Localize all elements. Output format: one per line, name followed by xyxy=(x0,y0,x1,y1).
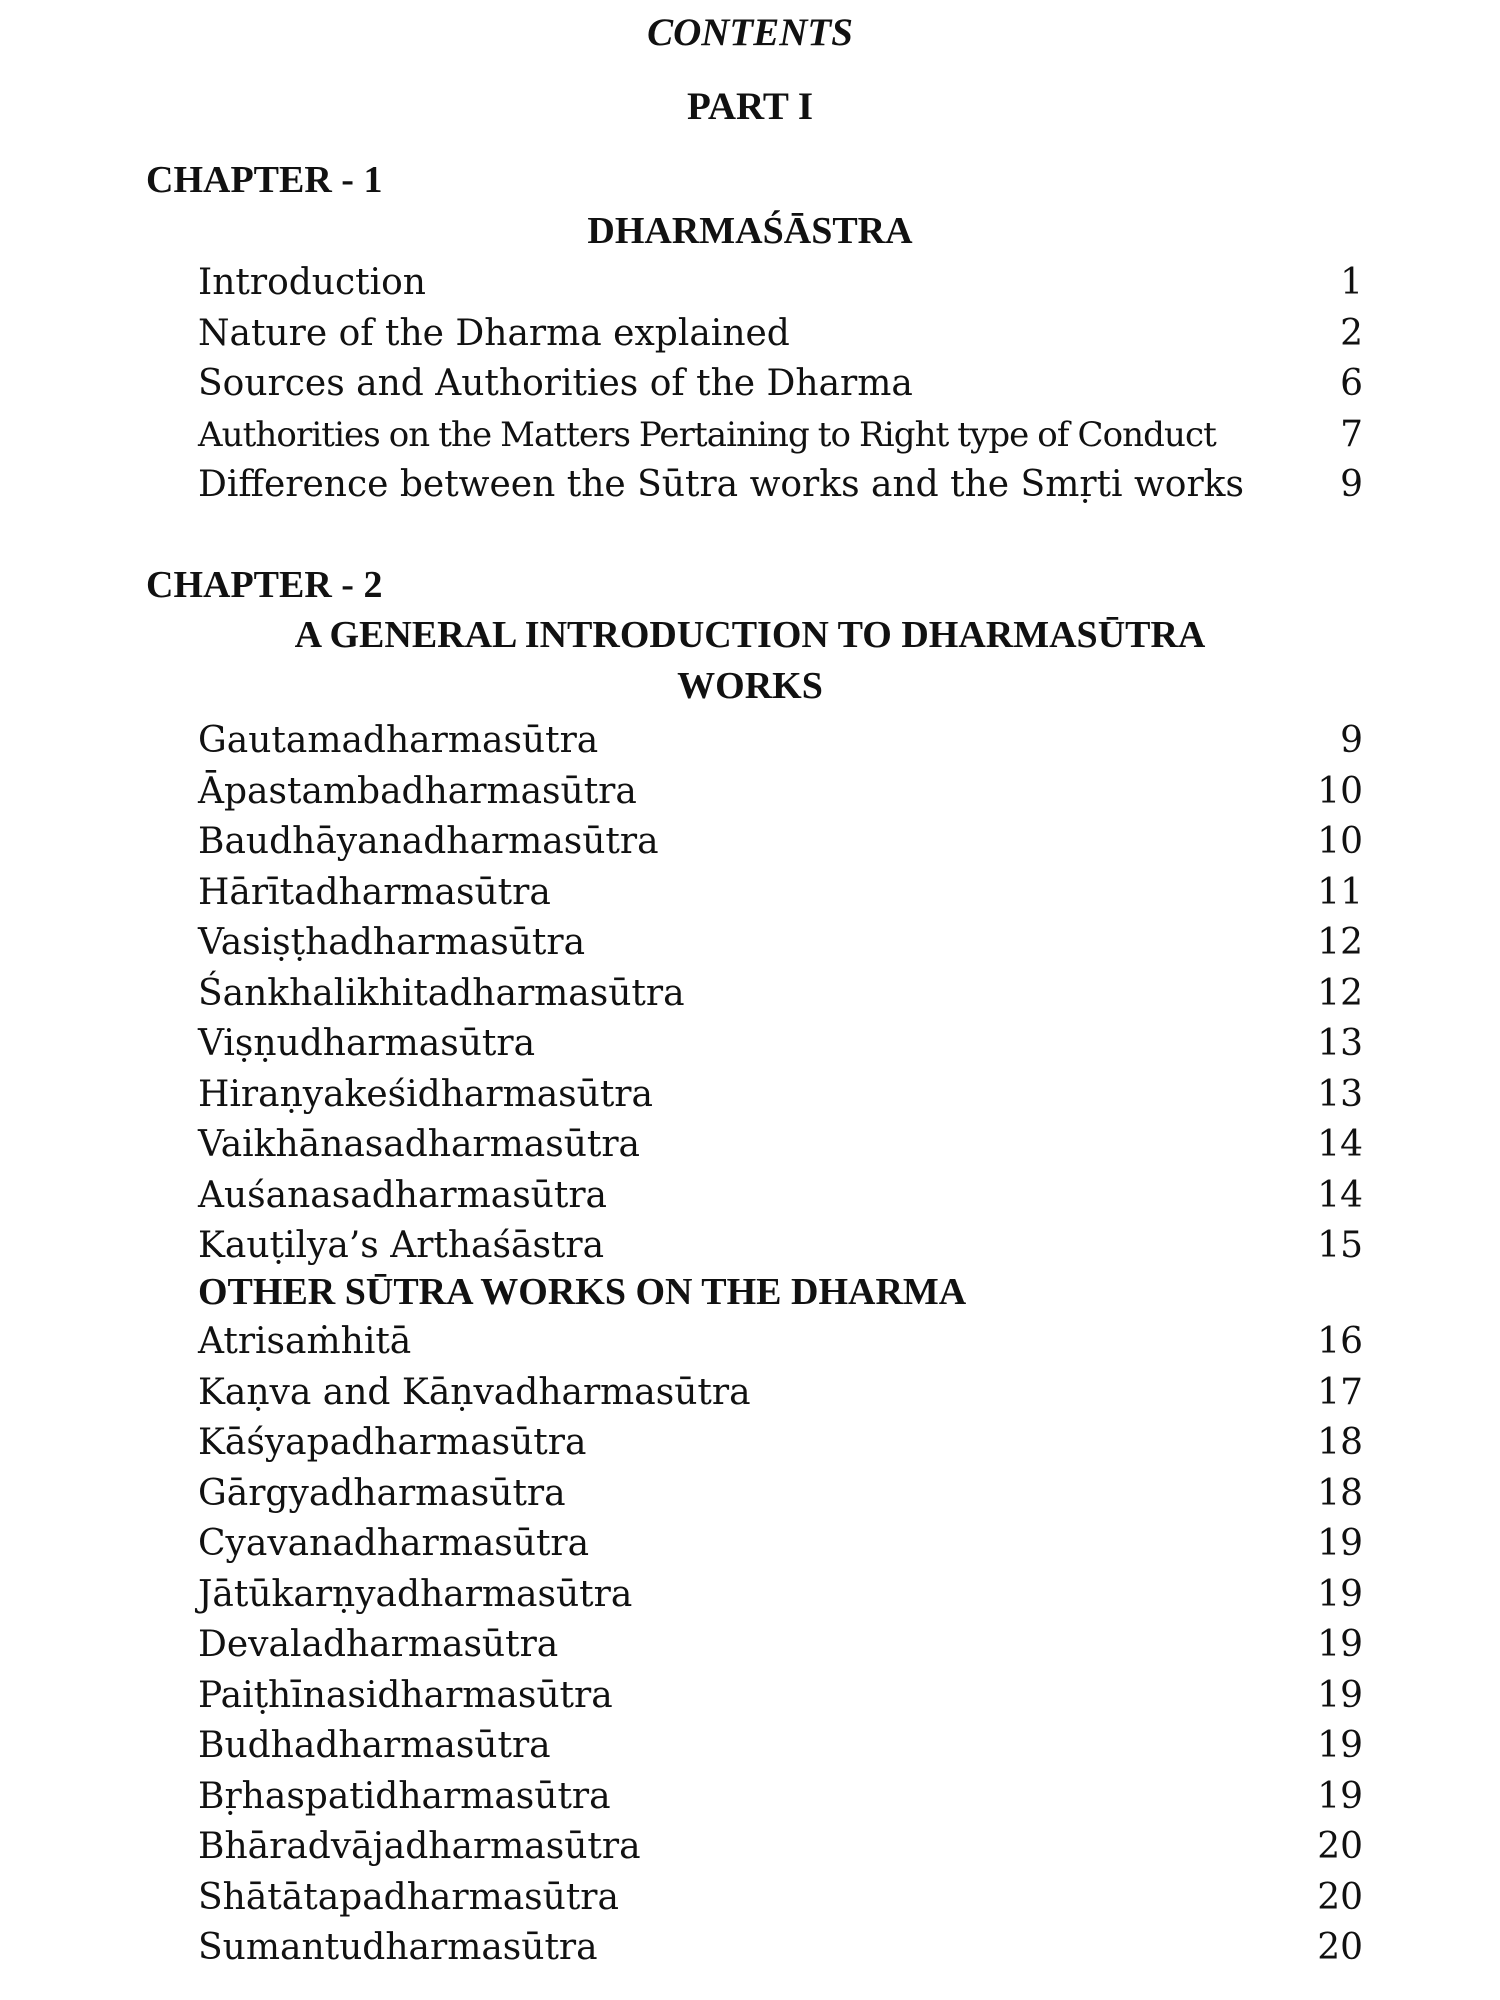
entry-page: 9 xyxy=(1340,720,1363,761)
toc-entry[interactable] xyxy=(198,716,1363,767)
entry-title: Gautamadharmasūtra xyxy=(198,720,599,761)
entry-page: 18 xyxy=(1317,1472,1363,1514)
toc-entry[interactable] xyxy=(198,1070,1363,1121)
entry-title: Vasiṣṭhadharmasūtra xyxy=(198,922,586,963)
chapter-2-heading-line-2: WORKS xyxy=(677,665,823,707)
toc-entry[interactable] xyxy=(198,1171,1363,1222)
entry-title: Śankhalikhitadharmasūtra xyxy=(198,972,685,1014)
other-sutra-entries xyxy=(198,1317,1363,1974)
entry-title: Vaikhānasadharmasūtra xyxy=(198,1124,641,1165)
toc-entry[interactable] xyxy=(198,969,1363,1020)
toc-entry[interactable] xyxy=(198,1317,1363,1368)
toc-entry[interactable] xyxy=(198,1671,1363,1722)
entry-page: 20 xyxy=(1317,1876,1363,1918)
entry-page: 20 xyxy=(1317,1826,1363,1867)
toc-entry[interactable] xyxy=(198,918,1363,969)
entry-title: Authorities on the Matters Pertaining to Right type of Conduct xyxy=(198,414,1216,455)
entry-title: Viṣṇudharmasūtra xyxy=(198,1023,536,1064)
entry-title: Kaṇva and Kāṇvadharmasūtra xyxy=(198,1371,751,1413)
entry-page: 17 xyxy=(1317,1371,1363,1413)
entry-title: Paiṭhīnasidharmasūtra xyxy=(198,1674,613,1716)
chapter-2-label: CHAPTER - 2 xyxy=(146,564,383,606)
chapter-1-heading: DHARMAŚĀSTRA xyxy=(587,210,913,252)
entry-title: Cyavanadharmasūtra xyxy=(198,1523,590,1564)
entry-title: Atrisaṁhitā xyxy=(198,1321,412,1362)
entry-page: 10 xyxy=(1317,770,1363,812)
entry-title: Hiraṇyakeśidharmasūtra xyxy=(198,1073,653,1115)
entry-page: 9 xyxy=(1340,464,1363,505)
entry-page: 1 xyxy=(1340,262,1363,303)
entry-page: 13 xyxy=(1317,1023,1363,1064)
toc-entry[interactable] xyxy=(198,1120,1363,1171)
entry-page: 19 xyxy=(1317,1674,1363,1716)
entry-title: Bṛhaspatidharmasūtra xyxy=(198,1775,611,1817)
entry-page: 18 xyxy=(1317,1422,1363,1463)
entry-page: 19 xyxy=(1317,1775,1363,1817)
toc-entry[interactable] xyxy=(198,1019,1363,1070)
entry-title: Jātūkarṇyadharmasūtra xyxy=(198,1573,633,1615)
entry-page: 2 xyxy=(1340,312,1363,354)
entry-page: 19 xyxy=(1317,1725,1363,1766)
entry-title: Gārgyadharmasūtra xyxy=(198,1472,566,1514)
entry-page: 13 xyxy=(1317,1073,1363,1115)
entry-title: Āpastambadharmasūtra xyxy=(198,770,637,812)
entry-page: 20 xyxy=(1317,1927,1363,1968)
entry-title: Baudhāyanadharmasūtra xyxy=(198,821,659,862)
chapter-2-entries xyxy=(198,716,1363,1272)
toc-entry[interactable] xyxy=(198,1873,1363,1924)
entry-title: Devaladharmasūtra xyxy=(198,1624,559,1665)
chapter-1-entries xyxy=(198,258,1363,511)
entry-page: 16 xyxy=(1317,1321,1363,1362)
toc-entry[interactable] xyxy=(198,309,1363,360)
toc-entry[interactable] xyxy=(198,1519,1363,1570)
toc-entry[interactable] xyxy=(198,1469,1363,1520)
entry-title: Sumantudharmasūtra xyxy=(198,1927,598,1968)
entry-page: 7 xyxy=(1340,413,1363,455)
section-heading-other-sutra-works: OTHER SŪTRA WORKS ON THE DHARMA xyxy=(198,1271,967,1313)
toc-entry[interactable] xyxy=(198,460,1363,511)
entry-page: 12 xyxy=(1317,972,1363,1014)
entry-title: Kāśyapadharmasūtra xyxy=(198,1422,587,1463)
toc-entry[interactable] xyxy=(198,1570,1363,1621)
entry-page: 14 xyxy=(1317,1124,1363,1165)
toc-entry[interactable] xyxy=(198,1772,1363,1823)
toc-entry[interactable] xyxy=(198,410,1363,461)
entry-title: Shātātapadharmasūtra xyxy=(198,1876,619,1918)
toc-entry[interactable] xyxy=(198,1721,1363,1772)
entry-page: 12 xyxy=(1317,922,1363,963)
entry-page: 14 xyxy=(1317,1174,1363,1216)
toc-entry[interactable] xyxy=(198,359,1363,410)
entry-page: 11 xyxy=(1317,871,1363,913)
entry-page: 10 xyxy=(1317,821,1363,862)
chapter-2-heading-line-1: A GENERAL INTRODUCTION TO DHARMASŪTRA xyxy=(294,614,1206,656)
toc-entry[interactable] xyxy=(198,1822,1363,1873)
toc-entry[interactable] xyxy=(198,817,1363,868)
entry-title: Bhāradvājadharmasūtra xyxy=(198,1826,641,1867)
contents-title: CONTENTS xyxy=(647,11,853,54)
entry-title: Hārītadharmasūtra xyxy=(198,871,551,913)
entry-title: Sources and Authorities of the Dharma xyxy=(198,363,913,404)
entry-title: Difference between the Sūtra works and the Smṛti works xyxy=(198,464,1244,505)
entry-page: 19 xyxy=(1317,1624,1363,1665)
entry-page: 19 xyxy=(1317,1573,1363,1615)
toc-entry[interactable] xyxy=(198,258,1363,309)
entry-page: 19 xyxy=(1317,1523,1363,1564)
toc-entry[interactable] xyxy=(198,767,1363,818)
entry-title: Auśanasadharmasūtra xyxy=(198,1174,608,1216)
chapter-1-label: CHAPTER - 1 xyxy=(146,159,383,201)
entry-title: Budhadharmasūtra xyxy=(198,1725,551,1766)
toc-entry[interactable] xyxy=(198,1418,1363,1469)
part-title: PART I xyxy=(686,85,814,128)
entry-page: 15 xyxy=(1317,1225,1363,1266)
entry-page: 6 xyxy=(1340,363,1363,404)
entry-title: Nature of the Dharma explained xyxy=(198,312,790,354)
toc-entry[interactable] xyxy=(198,1368,1363,1419)
entry-title: Introduction xyxy=(198,262,426,303)
toc-entry[interactable] xyxy=(198,1221,1363,1272)
entry-title: Kauṭilya’s Arthaśāstra xyxy=(198,1225,605,1266)
toc-entry[interactable] xyxy=(198,868,1363,919)
toc-entry[interactable] xyxy=(198,1620,1363,1671)
toc-entry[interactable] xyxy=(198,1923,1363,1974)
